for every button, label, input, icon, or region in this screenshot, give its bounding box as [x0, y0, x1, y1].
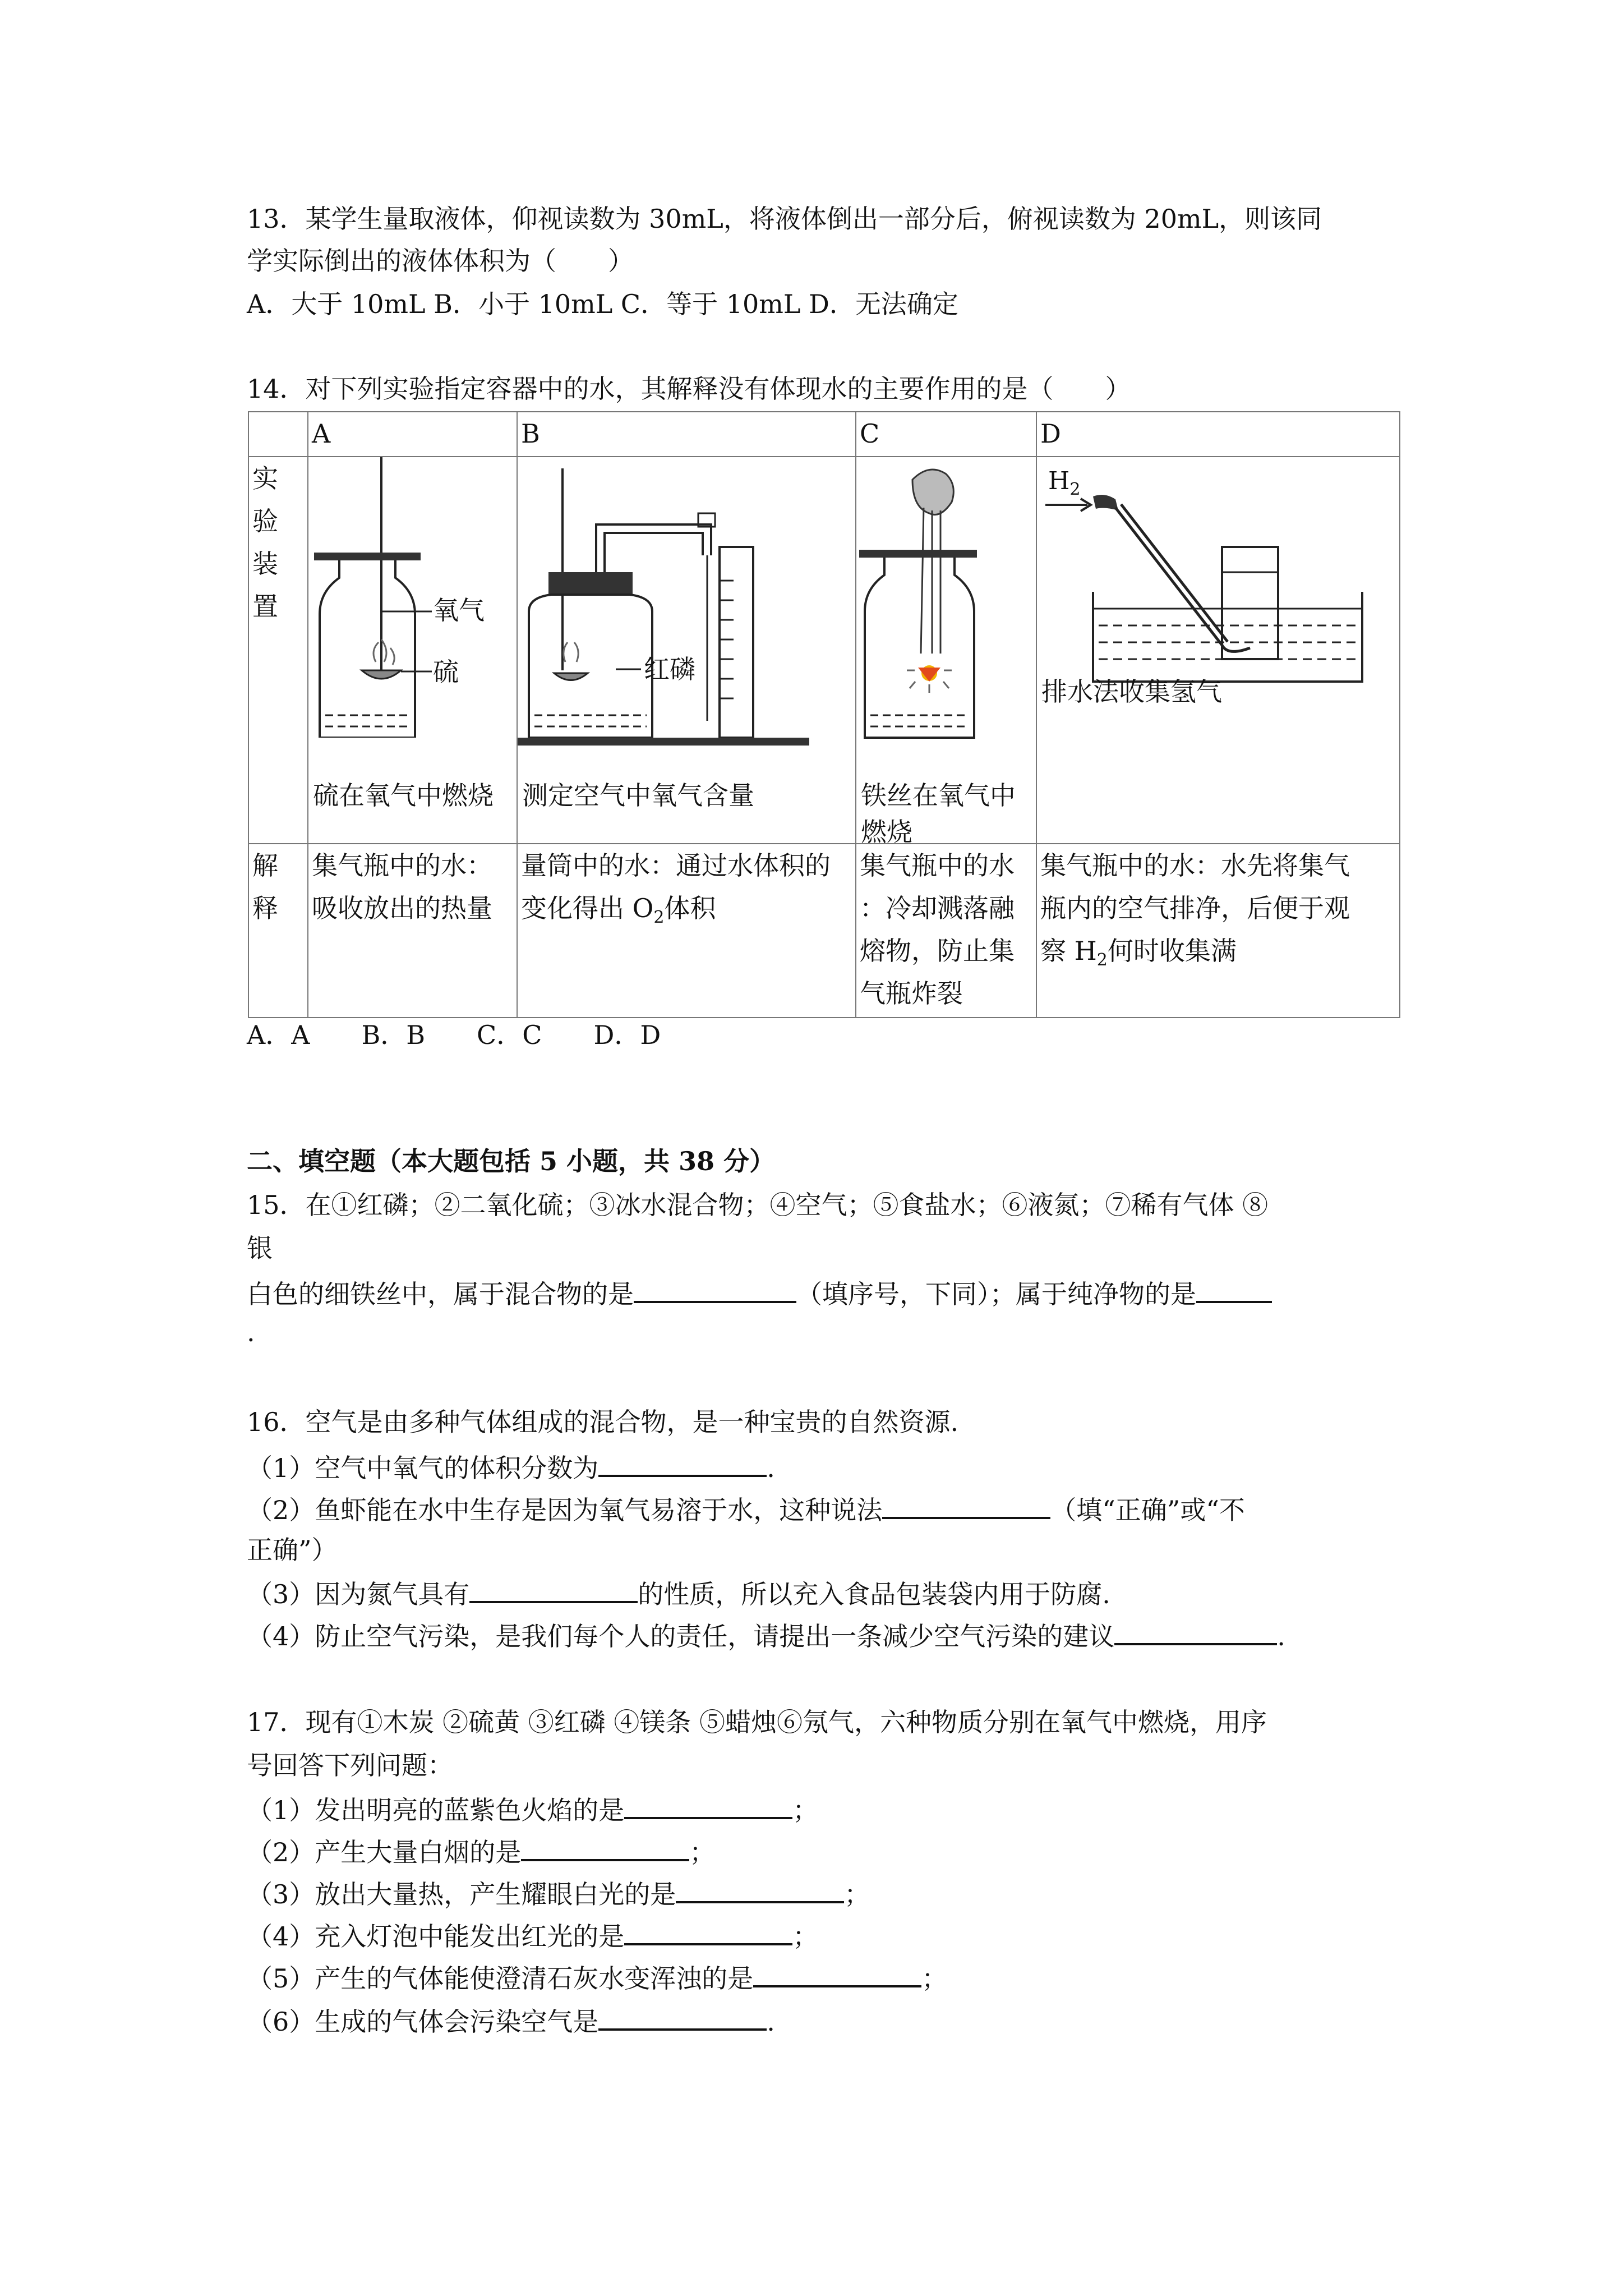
caption-c-2: 燃烧 [861, 817, 912, 847]
q16-part1: （1）空气中氧气的体积分数为 . [247, 1449, 775, 1485]
q16-part4: （4）防止空气污染，是我们每个人的责任，请提出一条减少空气污染的建议 . [247, 1617, 1285, 1653]
caption-a: 硫在氧气中燃烧 [313, 780, 494, 811]
q14-col-a: A [308, 412, 517, 457]
label-oxygen: 氧气 [433, 595, 485, 625]
q16-blank-2[interactable] [882, 1491, 1050, 1519]
q13-line2: 学实际倒出的液体体积为（ ） [247, 246, 634, 276]
label-h2: $H_2$ [1048, 467, 1081, 499]
q14-apparatus-b [517, 457, 856, 844]
q15-line4: . [247, 1317, 255, 1347]
q13-options: A．大于 10mL B．小于 10mL C．等于 10mL D．无法确定 [247, 289, 958, 319]
q14-apparatus-c [856, 457, 1036, 847]
q17-blank-5[interactable] [753, 1959, 921, 1987]
q14-table [248, 411, 1400, 1018]
q14-row-apparatus-head: 实 验 装 置 [248, 457, 308, 844]
q14-expl-c: 集气瓶中的水 ：冷却溅落融 熔物，防止集 气瓶炸裂 [856, 844, 1036, 1018]
q14-col-b: B [517, 412, 856, 457]
q16-blank-1[interactable] [598, 1449, 767, 1477]
iron-wire-bottle-diagram [856, 457, 1030, 749]
q14-expl-d: 集气瓶中的水：水先将集气 瓶内的空气排净，后便于观 察 $H_2$何时收集满 [1036, 844, 1400, 1018]
q14-apparatus-d [1036, 457, 1400, 844]
q17-blank-1[interactable] [624, 1791, 792, 1819]
label-red-phosphorus: 红磷 [644, 654, 695, 684]
q17-stem2: 号回答下列问题： [247, 1750, 453, 1780]
q14-expl-b: 量筒中的水：通过水体积的 变化得出 $O_2$体积 [517, 844, 856, 1018]
q17-part4: （4）充入灯泡中能发出红光的是 ； [247, 1917, 818, 1953]
q13-line1: 13．某学生量取液体，仰视读数为 30mL，将液体倒出一部分后，俯视读数为 20mL，则该同 [247, 204, 1322, 234]
q17-part6: （6）生成的气体会污染空气是 . [247, 2003, 775, 2039]
q17-part3: （3）放出大量热，产生耀眼白光的是 ； [247, 1875, 870, 1911]
q14-row-explanation-head: 解 释 [248, 844, 308, 1018]
q17-part5: （5）产生的气体能使澄清石灰水变浑浊的是 ； [247, 1959, 947, 1995]
label-sulfur: 硫 [433, 657, 459, 687]
q14-options: A．A B．B C．C D．D [247, 1020, 661, 1050]
q17-blank-6[interactable] [598, 2003, 767, 2031]
caption-c-1: 铁丝在氧气中 [861, 780, 1016, 811]
q16-part2-cont: 正确”） [247, 1535, 338, 1565]
phosphorus-apparatus-diagram [518, 457, 849, 749]
q16-stem: 16．空气是由多种气体组成的混合物，是一种宝贵的自然资源. [247, 1407, 959, 1437]
q16-part3: （3）因为氮气具有 的性质，所以充入食品包装袋内用于防腐. [247, 1575, 1110, 1611]
q15-line2: 银 [247, 1233, 273, 1263]
hydrogen-collection-diagram [1037, 457, 1390, 693]
q14-stem: 14．对下列实验指定容器中的水，其解释没有体现水的主要作用的是（ ） [247, 374, 1131, 404]
q17-blank-4[interactable] [624, 1917, 792, 1945]
q15-blank-mixture[interactable] [634, 1275, 796, 1303]
q17-part1: （1）发出明亮的蓝紫色火焰的是 ； [247, 1791, 818, 1827]
q14-col-c: C [856, 412, 1036, 457]
caption-d: 排水法收集氢气 [1041, 677, 1222, 707]
q15-line3: 白色的细铁丝中，属于混合物的是 （填序号，下同）；属于纯净物的是 [247, 1275, 1272, 1311]
section-2-title: 二、填空题（本大题包括 5 小题，共 38 分） [247, 1146, 776, 1176]
q17-part2: （2）产生大量白烟的是 ； [247, 1833, 715, 1869]
q16-blank-4[interactable] [1114, 1617, 1277, 1645]
q14-header-blank [248, 412, 308, 457]
q17-stem1: 17．现有①木炭 ②硫黄 ③红磷 ④镁条 ⑤蜡烛⑥氖气，六种物质分别在氧气中燃烧，用序 [247, 1707, 1267, 1737]
q14-col-d: D [1036, 412, 1400, 457]
q15-line1: 15．在①红磷；②二氧化硫；③冰水混合物；④空气；⑤食盐水；⑥液氮；⑦稀有气体 ⑧ [247, 1190, 1269, 1220]
q16-part2: （2）鱼虾能在水中生存是因为氧气易溶于水，这种说法 （填“正确”或“不 [247, 1491, 1245, 1527]
q14-expl-a: 集气瓶中的水： 吸收放出的热量 [308, 844, 517, 1018]
caption-b: 测定空气中氧气含量 [522, 780, 754, 811]
q17-blank-2[interactable] [521, 1833, 689, 1861]
q17-blank-3[interactable] [676, 1875, 844, 1903]
q16-blank-3[interactable] [469, 1575, 638, 1603]
q15-blank-pure[interactable] [1196, 1275, 1272, 1303]
q14-apparatus-a [308, 457, 517, 844]
